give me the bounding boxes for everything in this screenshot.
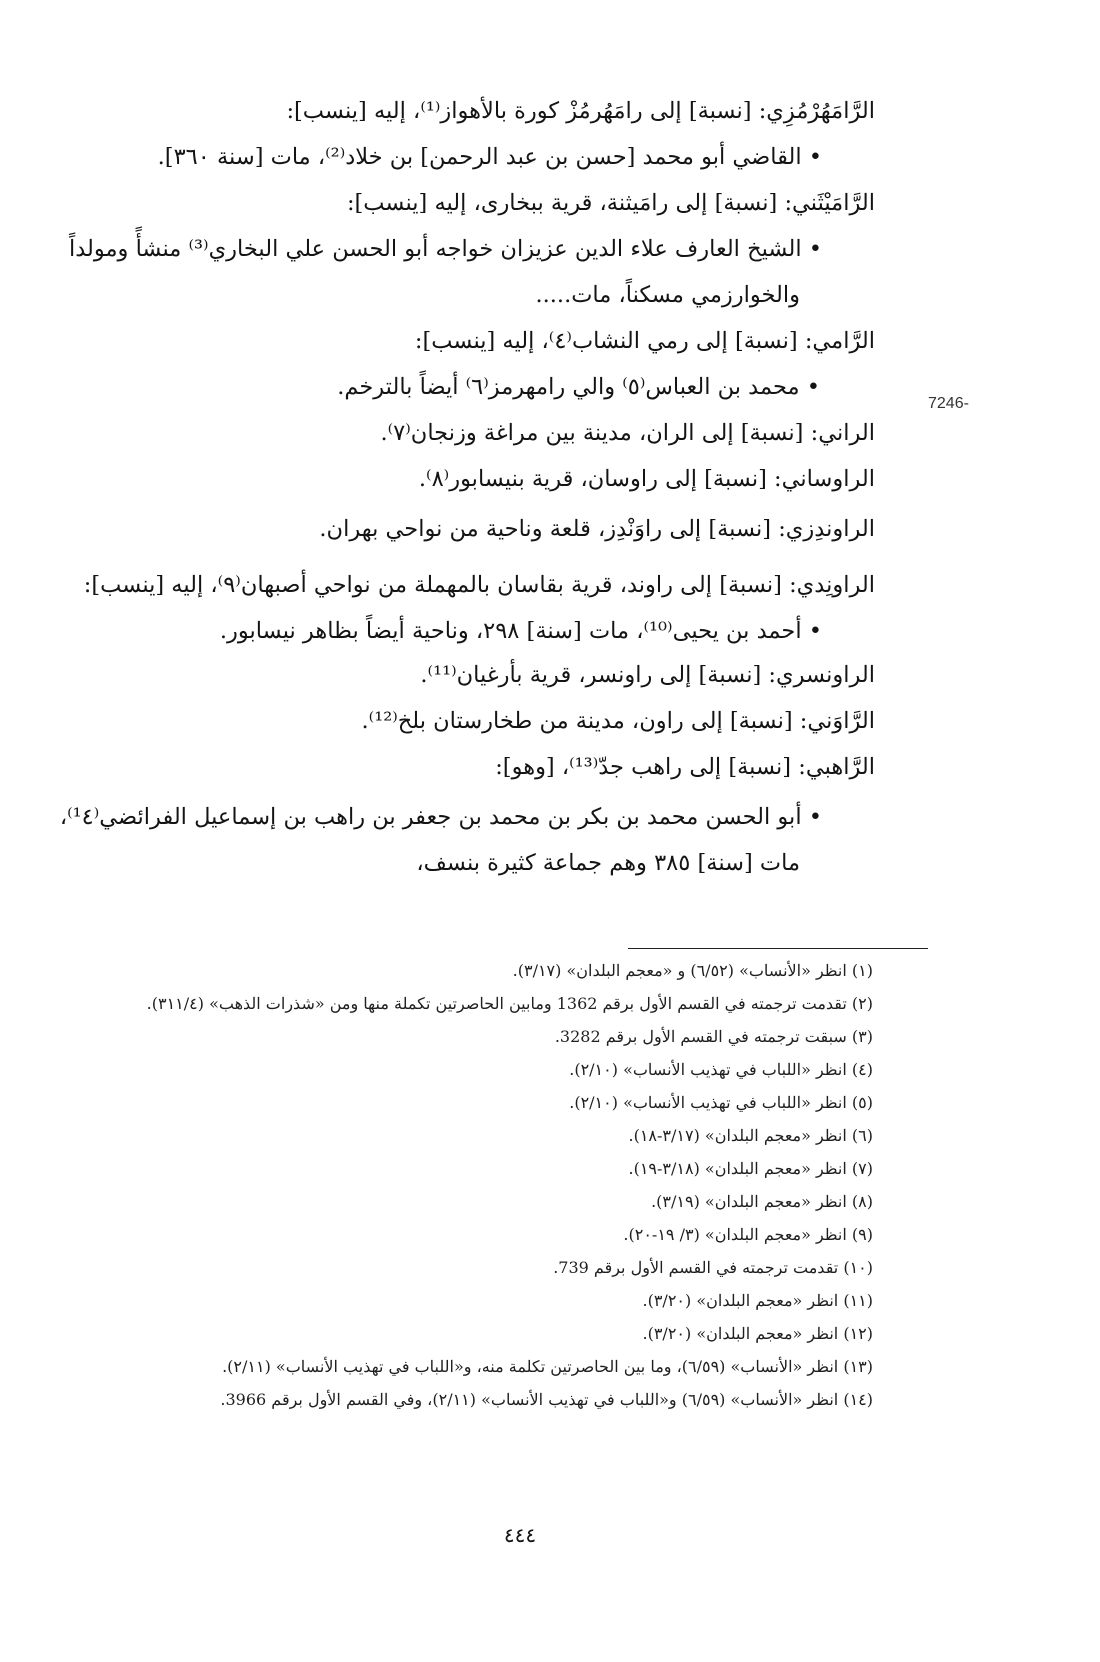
footnote: (٤) انظر «اللباب في تهذيب الأنساب» (٢/١٠). [569,1060,873,1079]
entry-person: • أحمد بن يحيى⁽¹⁰⁾، مات [سنة] ٢٩٨، وناحية أيضاً بظاهر نيسابور. [219,618,822,644]
footnote: (٧) انظر «معجم البلدان» (٣/١٨-١٩). [628,1159,873,1178]
footnote: (٢) تقدمت ترجمته في القسم الأول برقم 1362 ومابين الحاصرتين تكملة منها ومن «شذرات الذهب» (٣١١/٤). [146,994,873,1013]
entry-number: 7246- [928,395,969,412]
entry-heading-rani: الراني: [نسبة] إلى الران، مدينة بين مراغة وزنجان⁽٧⁾. [380,420,875,446]
entry-person: • محمد بن العباس⁽٥⁾ والي رامهرمز⁽٦⁾ أيضاً بالترخم. [337,374,820,400]
footnote: (١٠) تقدمت ترجمته في القسم الأول برقم 739. [553,1258,873,1277]
footnote: (١١) انظر «معجم البلدان» (٣/٢٠). [642,1291,873,1310]
entry-person: • الشيخ العارف علاء الدين عزيزان خواجه أبو الحسن علي البخاري⁽³⁾ منشأً ومولداً [68,236,822,262]
entry-heading-rawsani: الراوساني: [نسبة] إلى راوسان، قرية بنيسابور⁽٨⁾. [418,466,875,492]
entry-person: • أبو الحسن محمد بن بكر بن محمد بن جعفر بن راهب بن إسماعيل الفرائضي⁽¹٤⁾، [59,804,822,830]
footnote: (٦) انظر «معجم البلدان» (٣/١٧-١٨). [628,1126,873,1145]
footnote: (٣) سبقت ترجمته في القسم الأول برقم 3282. [554,1027,873,1046]
footnote: (١٤) انظر «الأنساب» (٦/٥٩) و«اللباب في تهذيب الأنساب» (٢/١١)، وفي القسم الأول برقم 3966. [220,1390,873,1409]
footnote: (١) انظر «الأنساب» (٦/٥٢) و «معجم البلدان» (٣/١٧). [512,961,873,980]
entry-heading-rawandi: الراونِدي: [نسبة] إلى راوند، قرية بقاسان بالمهملة من نواحي أصبهان⁽٩⁾، إليه [ينسب]: [83,572,875,598]
footnote: (١٢) انظر «معجم البلدان» (٣/٢٠). [642,1324,873,1343]
entry-heading-rawandizi: الراوندِزي: [نسبة] إلى راوَنْدِز، قلعة وناحية من نواحي بهران. [319,516,875,542]
entry-heading-rawani: الرَّاوَني: [نسبة] إلى راون، مدينة من طخارستان بلخ⁽¹²⁾. [361,708,875,734]
entry-heading-rawansari: الراونسري: [نسبة] إلى راونسر، قرية بأرغيان⁽¹¹⁾. [420,662,875,688]
footnote: (٩) انظر «معجم البلدان» (٣/ ١٩-٢٠). [623,1225,873,1244]
entry-heading-ramhormozi: الرَّامَهُرْمُزِي: [نسبة] إلى رامَهُرمُزْ كورة بالأهواز⁽¹⁾، إليه [ينسب]: [286,98,875,124]
footnote: (٨) انظر «معجم البلدان» (٣/١٩). [651,1192,873,1211]
entry-heading-ramithani: الرَّامَيْثَني: [نسبة] إلى رامَيثنة، قرية ببخارى، إليه [ينسب]: [346,190,875,216]
footnote: (٥) انظر «اللباب في تهذيب الأنساب» (٢/١٠). [569,1093,873,1112]
entry-heading-rami: الرَّامي: [نسبة] إلى رمي النشاب⁽٤⁾، إليه [ينسب]: [414,328,875,354]
entry-continuation: مات [سنة] ٣٨٥ وهم جماعة كثيرة بنسف، [416,850,800,876]
footnote: (١٣) انظر «الأنساب» (٦/٥٩)، وما بين الحاصرتين تكلمة منه، و«اللباب في تهذيب الأنساب» (٢/١١). [222,1357,873,1376]
page-number: ٤٤٤ [503,1523,537,1547]
entry-heading-rahibi: الرَّاهبي: [نسبة] إلى راهب جدّ⁽¹³⁾، [وهو]: [495,754,875,780]
entry-continuation: والخوارزمي مسكناً، مات..... [535,282,800,308]
entry-person: • القاضي أبو محمد [حسن بن عبد الرحمن] بن خلاد⁽²⁾، مات [سنة ٣٦٠]. [157,144,822,170]
footnote-divider [628,948,928,949]
